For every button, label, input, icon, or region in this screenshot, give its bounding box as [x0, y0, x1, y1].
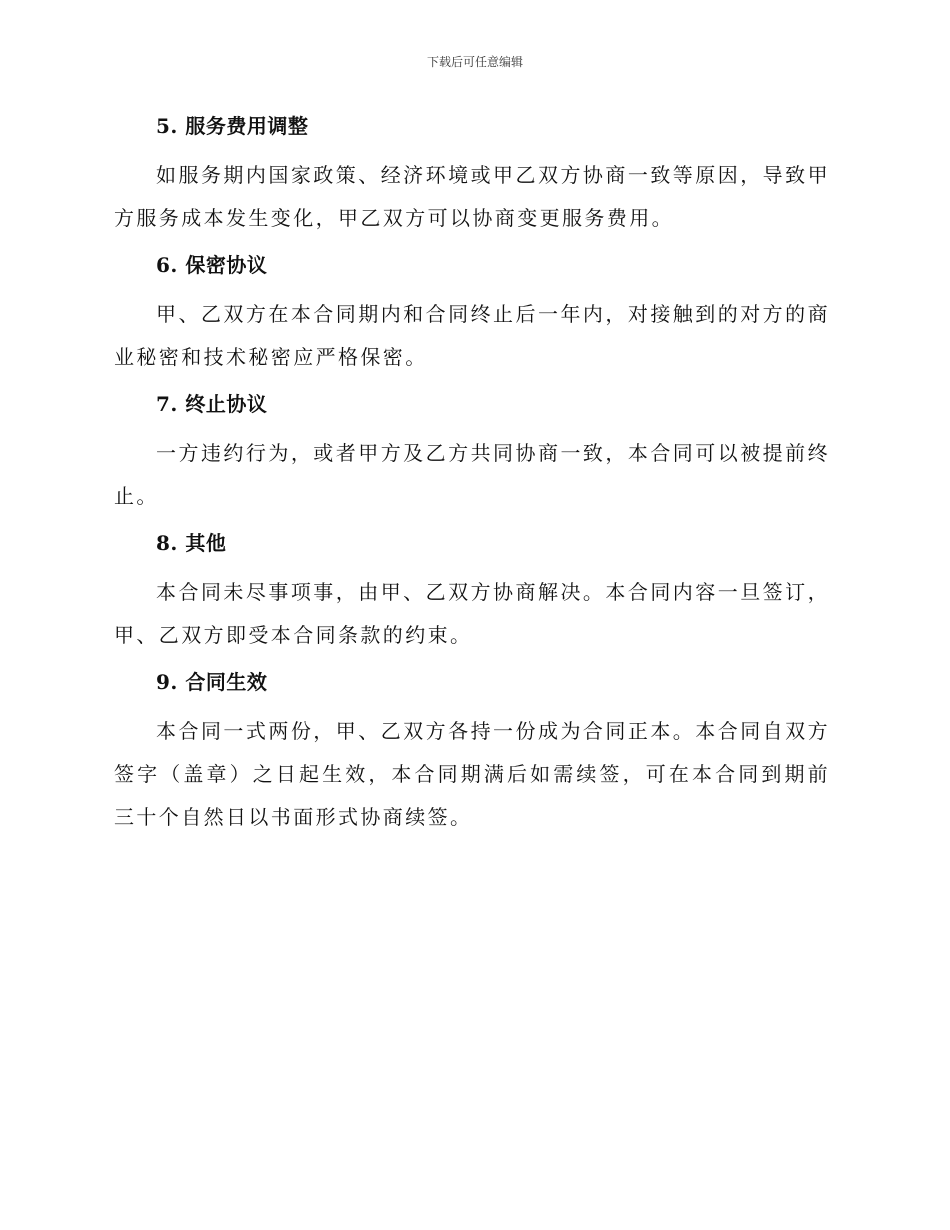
section-heading: 6. 保密协议	[156, 253, 268, 277]
section-heading: 9. 合同生效	[156, 670, 268, 694]
document-body	[114, 108, 830, 846]
section-service-fee-adjustment	[114, 108, 830, 240]
section-paragraph: 本合同一式两份，甲、乙双方各持一份成为合同正本。本合同自双方签字（盖章）之日起生效，本合同期满后如需续签，可在本合同到期前三十个自然日以书面形式协商续签。	[114, 719, 830, 829]
section-paragraph: 如服务期内国家政策、经济环境或甲乙双方协商一致等原因，导致甲方服务成本发生变化，甲乙双方可以协商变更服务费用。	[114, 163, 830, 230]
section-confidentiality-agreement	[114, 247, 830, 379]
section-contract-effectiveness	[114, 664, 830, 839]
page-header: 下载后可任意编辑	[426, 55, 523, 69]
section-heading: 7. 终止协议	[156, 392, 268, 416]
section-heading: 5. 服务费用调整	[156, 114, 309, 138]
section-other	[114, 525, 830, 657]
section-paragraph: 甲、乙双方在本合同期内和合同终止后一年内，对接触到的对方的商业秘密和技术秘密应严格保密。	[114, 302, 830, 369]
section-paragraph: 本合同未尽事项事，由甲、乙双方协商解决。本合同内容一旦签订，甲、乙双方即受本合同条款的约束。	[114, 580, 830, 647]
section-paragraph: 一方违约行为，或者甲方及乙方共同协商一致，本合同可以被提前终止。	[114, 441, 830, 508]
section-termination-agreement	[114, 386, 830, 518]
section-heading: 8. 其他	[156, 531, 227, 555]
